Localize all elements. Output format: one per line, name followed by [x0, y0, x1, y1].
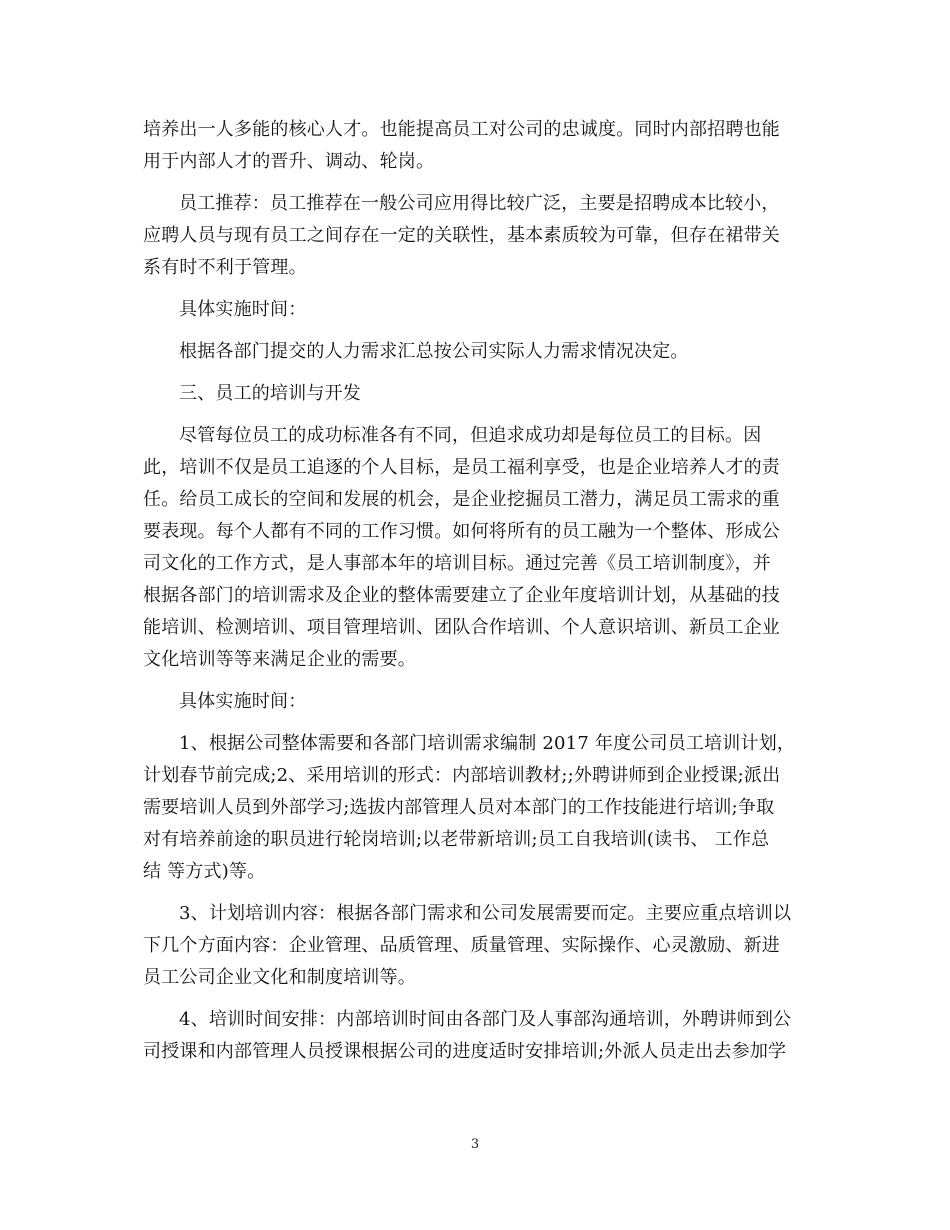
text-line: 根据各部门的培训需求及企业的整体需要建立了企业年度培训计划，从基础的技 [143, 585, 780, 606]
text-line: 司文化的工作方式，是人事部本年的培训目标。通过完善《员工培训制度》，并 [143, 553, 771, 574]
paragraph [143, 898, 808, 994]
text-line: 计划春节前完成;2、采用培训的形式：内部培训教材;;外聘讲师到企业授课;派出 [143, 765, 781, 786]
text-line: 员工公司企业文化和制度培训等。 [143, 967, 416, 988]
page-number: 3 [470, 1137, 480, 1152]
text-line: 此，培训不仅是员工追逐的个人目标，是员工福利享受，也是企业培养人才的责 [143, 457, 780, 478]
paragraph [143, 294, 808, 326]
paragraph-gap [143, 326, 808, 336]
paragraph [143, 188, 808, 284]
text-line: 下几个方面内容：企业管理、品质管理、质量管理、实际操作、心灵激励、新进 [143, 935, 780, 956]
text-line: 具体实施时间： [179, 691, 307, 712]
paragraph-gap [143, 718, 808, 728]
paragraph [143, 420, 808, 676]
paragraph [143, 728, 808, 888]
paragraph-gap [143, 888, 808, 898]
text-line: 三、员工的培训与开发 [179, 383, 361, 404]
text-line: 需要培训人员到外部学习;选拔内部管理人员对本部门的工作技能进行培训;争取 [143, 797, 775, 818]
text-line: 能培训、检测培训、项目管理培训、团队合作培训、个人意识培训、新员工企业 [143, 617, 780, 638]
paragraph [143, 114, 808, 178]
paragraph [143, 378, 808, 410]
text-line: 应聘人员与现有员工之间存在一定的关联性，基本素质较为可靠，但存在裙带关 [143, 225, 780, 246]
text-line: 员工推荐：员工推荐在一般公司应用得比较广泛，主要是招聘成本比较小， [179, 193, 780, 214]
text-line: 根据各部门提交的人力需求汇总按公司实际人力需求情况决定。 [179, 341, 689, 362]
paragraph-gap [143, 410, 808, 420]
text-line: 1、根据公司整体需要和各部门培训需求编制 2017 年度公司员工培训计划， [179, 733, 796, 754]
text-line: 对有培养前途的职员进行轮岗培训;以老带新培训;员工自我培训(读书、 工作总 [143, 829, 770, 850]
text-line: 用于内部人才的晋升、调动、轮岗。 [143, 151, 435, 172]
text-line: 系有时不利于管理。 [143, 257, 307, 278]
paragraph [143, 686, 808, 718]
text-line: 3、计划培训内容：根据各部门需求和公司发展需要而定。主要应重点培训以 [179, 903, 792, 924]
text-line: 要表现。每个人都有不同的工作习惯。如何将所有的员工融为一个整体、形成公 [143, 521, 780, 542]
document-body [143, 114, 808, 1068]
text-line: 尽管每位员工的成功标准各有不同，但追求成功却是每位员工的目标。因 [179, 425, 762, 446]
text-line: 4、培训时间安排：内部培训时间由各部门及人事部沟通培训，外聘讲师到公 [179, 1009, 792, 1030]
paragraph-gap [143, 994, 808, 1004]
text-line: 任。给员工成长的空间和发展的机会，是企业挖掘员工潜力，满足员工需求的重 [143, 489, 780, 510]
paragraph [143, 1004, 808, 1068]
text-line: 文化培训等等来满足企业的需要。 [143, 649, 416, 670]
paragraph [143, 336, 808, 368]
text-line: 培养出一人多能的核心人才。也能提高员工对公司的忠诚度。同时内部招聘也能 [143, 119, 780, 140]
text-line: 结 等方式)等。 [143, 861, 266, 882]
paragraph-gap [143, 368, 808, 378]
paragraph-gap [143, 284, 808, 294]
paragraph-gap [143, 676, 808, 686]
paragraph-gap [143, 178, 808, 188]
text-line: 司授课和内部管理人员授课根据公司的进度适时安排培训;外派人员走出去参加学 [143, 1041, 787, 1062]
text-line: 具体实施时间： [179, 299, 307, 320]
